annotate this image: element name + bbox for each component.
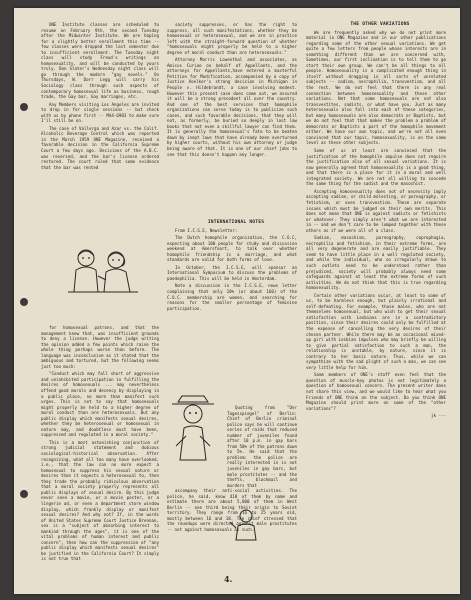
paragraph: "Conduct which may fall short of aggressive and uninhibited participation in fulfilling the desires of homosexuals ... may nevertheless offend good morals and decency by displaying in a public place, no more than manifest such urges. This is not to say that homosexuals might properly be held to a higher degree of moral conduct than are heterosexuals. But any public display which manifests sexual desires, whether they be heterosexual or homosexual in nature may, and doubtless must have been, suppressed and regulated in a moral society." — [41, 371, 159, 438]
paragraph: This is a most astonishing conjunction of strong judicial statement and dubious sociological-historical observation. After recognizing, what all too many have overlooked, i.e., that the law can no more expect a homosexual to suppress his sexual nature or desires than it expects a heterosexual to, then they trade the probably ridiculous observation that a moral society properly represents all public displays of sexual desire. By this judge never seen a movie, or a movie poster, or a lingerie ad, or even a department store window display, which frankly display or manifest sexual desires? And why not? If, in the words of United States Supreme Court Justice Brennan, sex is a "subject of absorbing interest to mankind through the ages", it is one of the vital problems of human interest and public concern", then how can the suppression of "any public display which manifests sexual desires" be justified in the California Court? It simply is not true that — [41, 439, 159, 562]
paragraph: Certain other variations occur, at least to some of us, to be harmless enough, but plainly irrational and self-defeating. For example, those males, who are not themselves homosexual, but who wish to get their sexual satisfaction with Lesbians are in a contradictory position, since their desires could only be fulfilled at the expense of cancelling the very desires of their chosen partner. While there may be an occasional mixed-up girl with Lesbian impulses who may briefly be willing to give partial satisfaction to such a man, the relationship is unstable, by nature, since it is contrary to her basic nature. Thus, while we can sympathize with the sad plight of such a man, we can see very little help for him. — [306, 292, 446, 370]
paragraph: Sadism, masochism, pornography, coprophagia, necrophilia and fetishism, in their extreme forms, are all very degenerate and are easily justifiable. They seem to have little place in a well regulated society, and while the individual, who so irregularly drawn to such outlets need to be understood rather than prejudiced, society will probably always need some safeguards against at least the extreme forms of such activities. We do not think that this is true regarding homosexuality. — [306, 235, 446, 291]
paragraph: Note a discussion in the I.C.S.E, news letter complaining that only 10% (or about 160) of the C.O.C. membership are women, and searching for reasons for the smaller percentage of feminine participation. — [167, 283, 297, 311]
punch-hole — [20, 103, 28, 111]
couple-cartoon-illustration — [38, 236, 162, 306]
hand-cartoon-illustration — [226, 504, 266, 544]
figure-cartoon-illustration — [164, 386, 222, 468]
punch-hole — [20, 490, 28, 498]
paragraph: In October, the I.C.S.E, will sponsor an International Symposium to discuss the problems of paedophilia. This will be held in Amsterdam. — [167, 264, 297, 281]
paragraph: The case of Vallerga and Azar vs. the Calif. Alcoholic Beverage Control which was reported in the March 1959 ONE Magazine, received a favorable decision in the California Supreme Court a few days ago. Decisions of the A.B.C. was reversed, and the bar's license ordered restored. The court ruled that some evidence that the bar was rented — [41, 125, 159, 170]
paragraph: Attorney Morris Lowenthal and associates, as Amicus Curiae on behalf of Appellants, and the attorneys for Appellants,have entered a masterful Petition for Modification, accompanied by a copy of Justice Voelker's strong decision in Michigan in People v. Hildebrandt, a case involving modest. However this present case does come out, we assured it will be a strong precedent all over the country. And one of the best services that homophile organizations can serve today is to publicize such cases, and such favorable decisions, that they will not, as formerly, be buried so deeply in lost law books that not even a skillful lawyer can find them. It is generally the homosexual's fate to be beaten down by inept laws that have already been overturned by higher courts, without his own attorney or judge being aware of that. It is one of our chief jobs to see that this doesn't happen any longer. — [167, 57, 297, 157]
paragraph: for homosexual patrons, and that the management knew that, was insufficient grounds to deny a license. However the judge writing the opinion added a few points which raise the whole thing perhaps worse than before. The language was inconclusive as it stated that the ambiguous and tortured, but the following seems just too much: — [41, 325, 159, 369]
paragraph: society suppresses, or has the right to suppress, all such manifestations, whether they be homosexual or heterosexual, and we are in practice left with the straight-forward question of whether "homosexuals might properly be held to a higher degree of moral conduct than are heterosexuals." — [167, 22, 297, 55]
paragraph: ONE Institute classes are scheduled to resume on February 9th, the second Tuesday after the Midwinter Institute. We are hoping for a slightly better enrollment this time -- few classes were dropped the last semester due to insufficient enrollment. The Tuesday night class will study Freud's writings on homosexuality, and will be conducted by yours truly. Don Slater's Wednesday night class will go through the modern "gay novels." On Thursdays, W. Dorr Legg will carry his Sociology class through such aspects of contemporary homosexual life as business, rough trade, the Gay bar, Gay marriages, etc. — [41, 22, 159, 100]
couple-drawing — [38, 236, 162, 306]
paragraph: We are frequently asked why we do not print more material in ONE Magazine and in our other publications regarding some of the other sexual variations. We get quite a few letters from people whose interests are in something different than we are concerned with, Sometimes, our first inclination is to tell them to go start their own group. We can't be all things to all people. Homosexuality is a complicated enough thing in itself without dragging in all sorts of unrelated subjects -- sadism, necrophilia, transvestism, and all the rest. We do not feel that there is any real connection between homosexuality and these other variations. Not that some homosexuals are not also transvestites, sadists, or what have you. Just as many heterosexuals also fall into each of these categories, but many homosexuals are also democrats or Baptists, but we do not feel that that makes the problem a problem of democrats or Baptists a part of the homophile movement either. We have our own topic, and we're not all even convinced that our topic, homosexuality, is on the same level as these other subjects. — [306, 29, 446, 146]
author-signature: jk --- — [431, 413, 446, 419]
section-heading: THE OTHER VARIATIONS — [350, 22, 410, 27]
paragraph: Quoting from "Der Tagesspiegel" of Berlin: Chief of Berlin criminal police says he will continue series of raids that reduced number of juveniles found after 10 p.m. in gay bars from 50% of the patrons down to 5%. He said that the problem: the police are really interested in is not juveniles in gay bars, but male prostitutes -- and the thefts, blackmail and murders that — [227, 405, 297, 488]
paragraph: From I.C.S.E, Newsletter: — [175, 227, 238, 233]
paragraph: Some members of ONE's staff even feel that the question of muscle-boy photos is not legitimately a question of homosexual concern. The present writer does not share this view, and we would like to hear what you Friends of ONE think on the subject. Do you think ONE Magazine should print more on some of the "other variations"? — [306, 372, 446, 411]
page-number: 4. — [224, 574, 233, 584]
paragraph: Any Members visiting Los Angeles are invited to drop in for single sessions -- but check with us by phone first -- MA4-6983 to make sure I'll still be on. — [41, 101, 159, 124]
figure-drawing — [164, 386, 222, 468]
paragraph: Accepting homosexuality does not of necessity imply accepting sadism, or child molesting, or pornography, or fetishism, or even transvestism. These are separate issues which must be judged on their own merits. This does not mean that ONE is against sadists or fetishists or whatever. They simply aren't what we are interested in -- and we don't care to be lumped together with these others as if we were all of a class. — [306, 188, 446, 233]
punch-hole — [20, 298, 28, 306]
section-heading: INTERNATIONAL NOTES — [207, 220, 265, 225]
newsletter-page — [14, 8, 460, 594]
paragraph: accompany their anti-social activities. The police, he said, know 410 of them by name and estimate there are about 5,000 of them in West Berlin -- one third being their origin to Soviet territory. They range from 16 to 25 years old, mostly between 16 and 18. The chief stressed that the roundups were directed against male prostitutes -- not against homosexuals as such. — [167, 488, 297, 532]
column-right — [306, 22, 446, 421]
paragraph: Some of us at least are convinced that the justification of the homophile impulse does not require the justification also of all sexual variations. It is now generally agreed that homosexuality is a good thing, and that there is a place for it in a moral and well integrated society. We are not all willing to concede the same thing for the sadist and the masochist. — [306, 148, 446, 187]
hand-drawing — [226, 504, 266, 544]
paragraph: The Dutch homophile organization, the C.O.C, expecting about 100 people for study and discussion weekend at Amersfoort, to talk over whether homophile friendship is a marriage, and what standards are valid for both forms of love. — [167, 235, 297, 263]
